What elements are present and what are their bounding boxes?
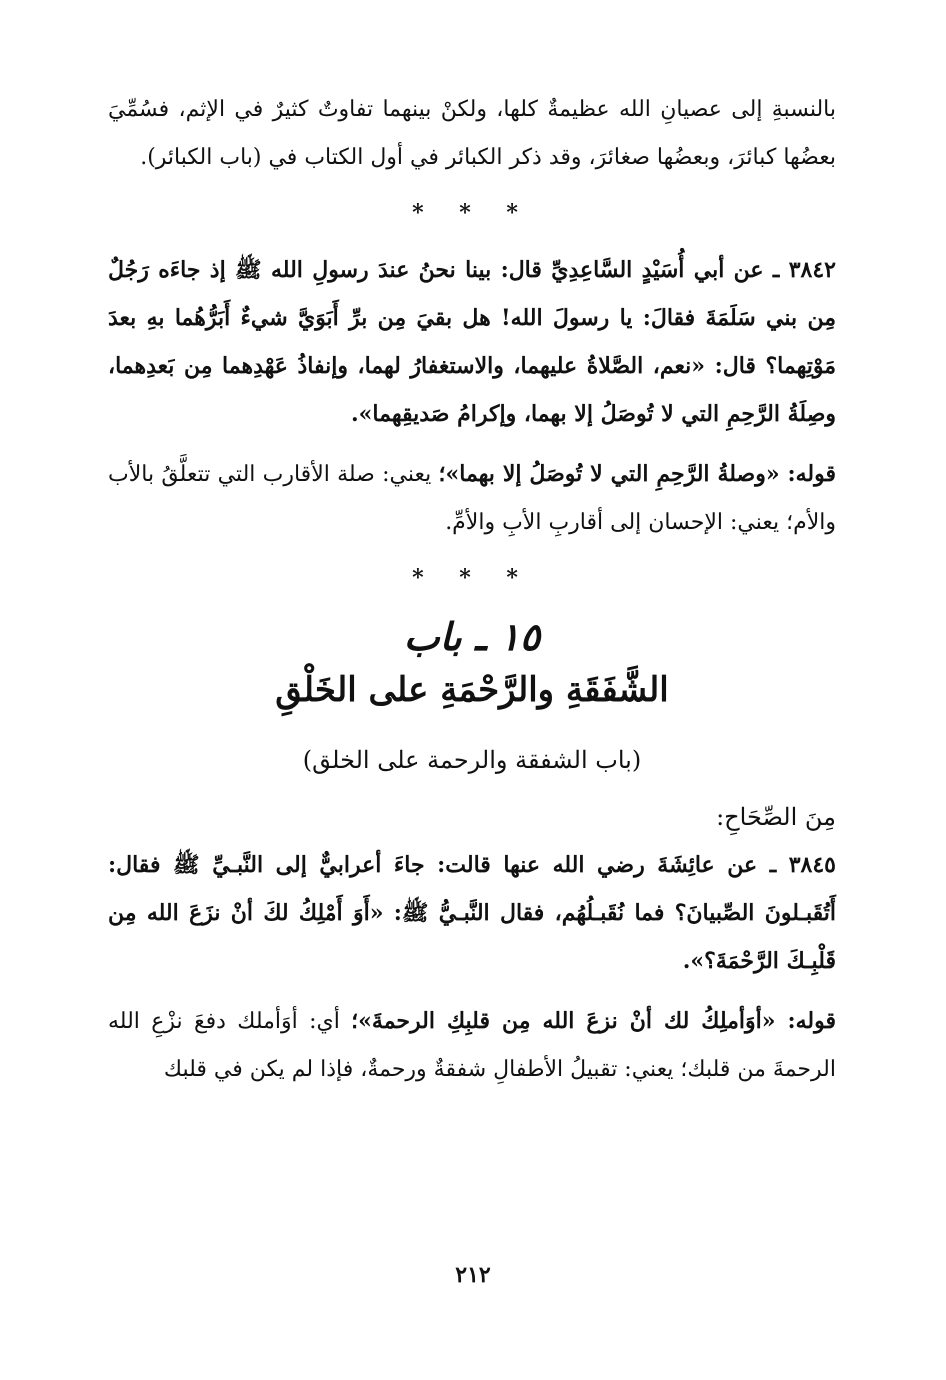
section-separator: * * * [412,200,532,226]
commentary-3842 [108,450,836,547]
chapter-subtitle: (باب الشفقة والرحمة على الخلق) [302,746,642,774]
section-separator: * * * [412,565,532,591]
page-content [108,86,836,1094]
commentary-text: يعني: صلة الأقارب التي تتعلَّقُ بالأب والأم؛ يعني: الإحسان إلى أقاربِ الأبِ والأمِّ. [108,462,836,535]
hadith-3845 [108,841,836,985]
hadith-number: ٣٨٤٥ [788,852,836,878]
commentary-3845 [108,997,836,1094]
commentary-quote: قوله: «وصلةُ الرَّحِمِ التي لا تُوصَلُ إلا بهما»؛ [438,461,837,487]
hadith-3842 [108,246,836,438]
hadith-text: ـ عن أبي أُسَيْدٍ السَّاعِدِيِّ قال: بينا نحنُ عندَ رسولِ الله ﷺ إذ جاءَه رَجُلٌ مِن بني سَلَمَةَ فقالَ: يا رسولَ الله! هل بقيَ مِن برِّ أَبَوَيَّ شيءٌ أَبَرُّهُما بهِ بعدَ مَوْتِهما؟ قال: «نعم، الصَّلاةُ عليهما، والاستغفارُ لهما، وإنفاذُ عَهْدِهما مِن بَعدِهما، وصِلَةُ الرَّحِمِ التي لا تُوصَلُ إلا بهما، وإكرامُ صَديقِهما». [108,257,836,427]
hadith-number: ٣٨٤٢ [788,257,836,283]
commentary-quote: قوله: «أوَأملِكُ لك أنْ نزعَ الله مِن قلبِكِ الرحمةَ»؛ [351,1008,836,1034]
continuation-paragraph: بالنسبةِ إلى عصيانِ الله عظيمةٌ كلها، ولكنْ بينهما تفاوتٌ كثيرٌ في الإثم، فسُمِّيَ بعضُها كبائرَ، وبعضُها صغائرَ، وقد ذكر الكبائر في أول الكتاب في (باب الكبائر). [108,97,836,170]
commentary-text: أي: أوَأملك دفعَ نزْعِ الله الرحمةَ من قلبك؛ يعني: تقبيلُ الأطفالِ شفقةٌ ورحمةٌ، فإذا لم يكن في قلبك [108,1009,836,1082]
page-number: ٢١٢ [455,1262,491,1288]
chapter-number: ١٥ ـ باب [403,614,541,659]
section-label: مِنَ الصِّحَاحِ: [716,803,836,831]
hadith-text: ـ عن عائِشَةَ رضي الله عنها قالت: جاءَ أعرابيٌّ إلى النَّبـيِّ ﷺ فقال: أَتُقَبـلونَ الصِّبيانَ؟ فما نُقَبـلُهُم، فقال النَّبـيُّ ﷺ: «أَوَ أَمْلِكُ لكَ أنْ نزَعَ الله مِن قَلْبِـكَ الرَّحْمَةَ؟». [108,852,836,974]
chapter-title: الشَّفَقَةِ والرَّحْمَةِ على الخَلْقِ [275,670,669,710]
